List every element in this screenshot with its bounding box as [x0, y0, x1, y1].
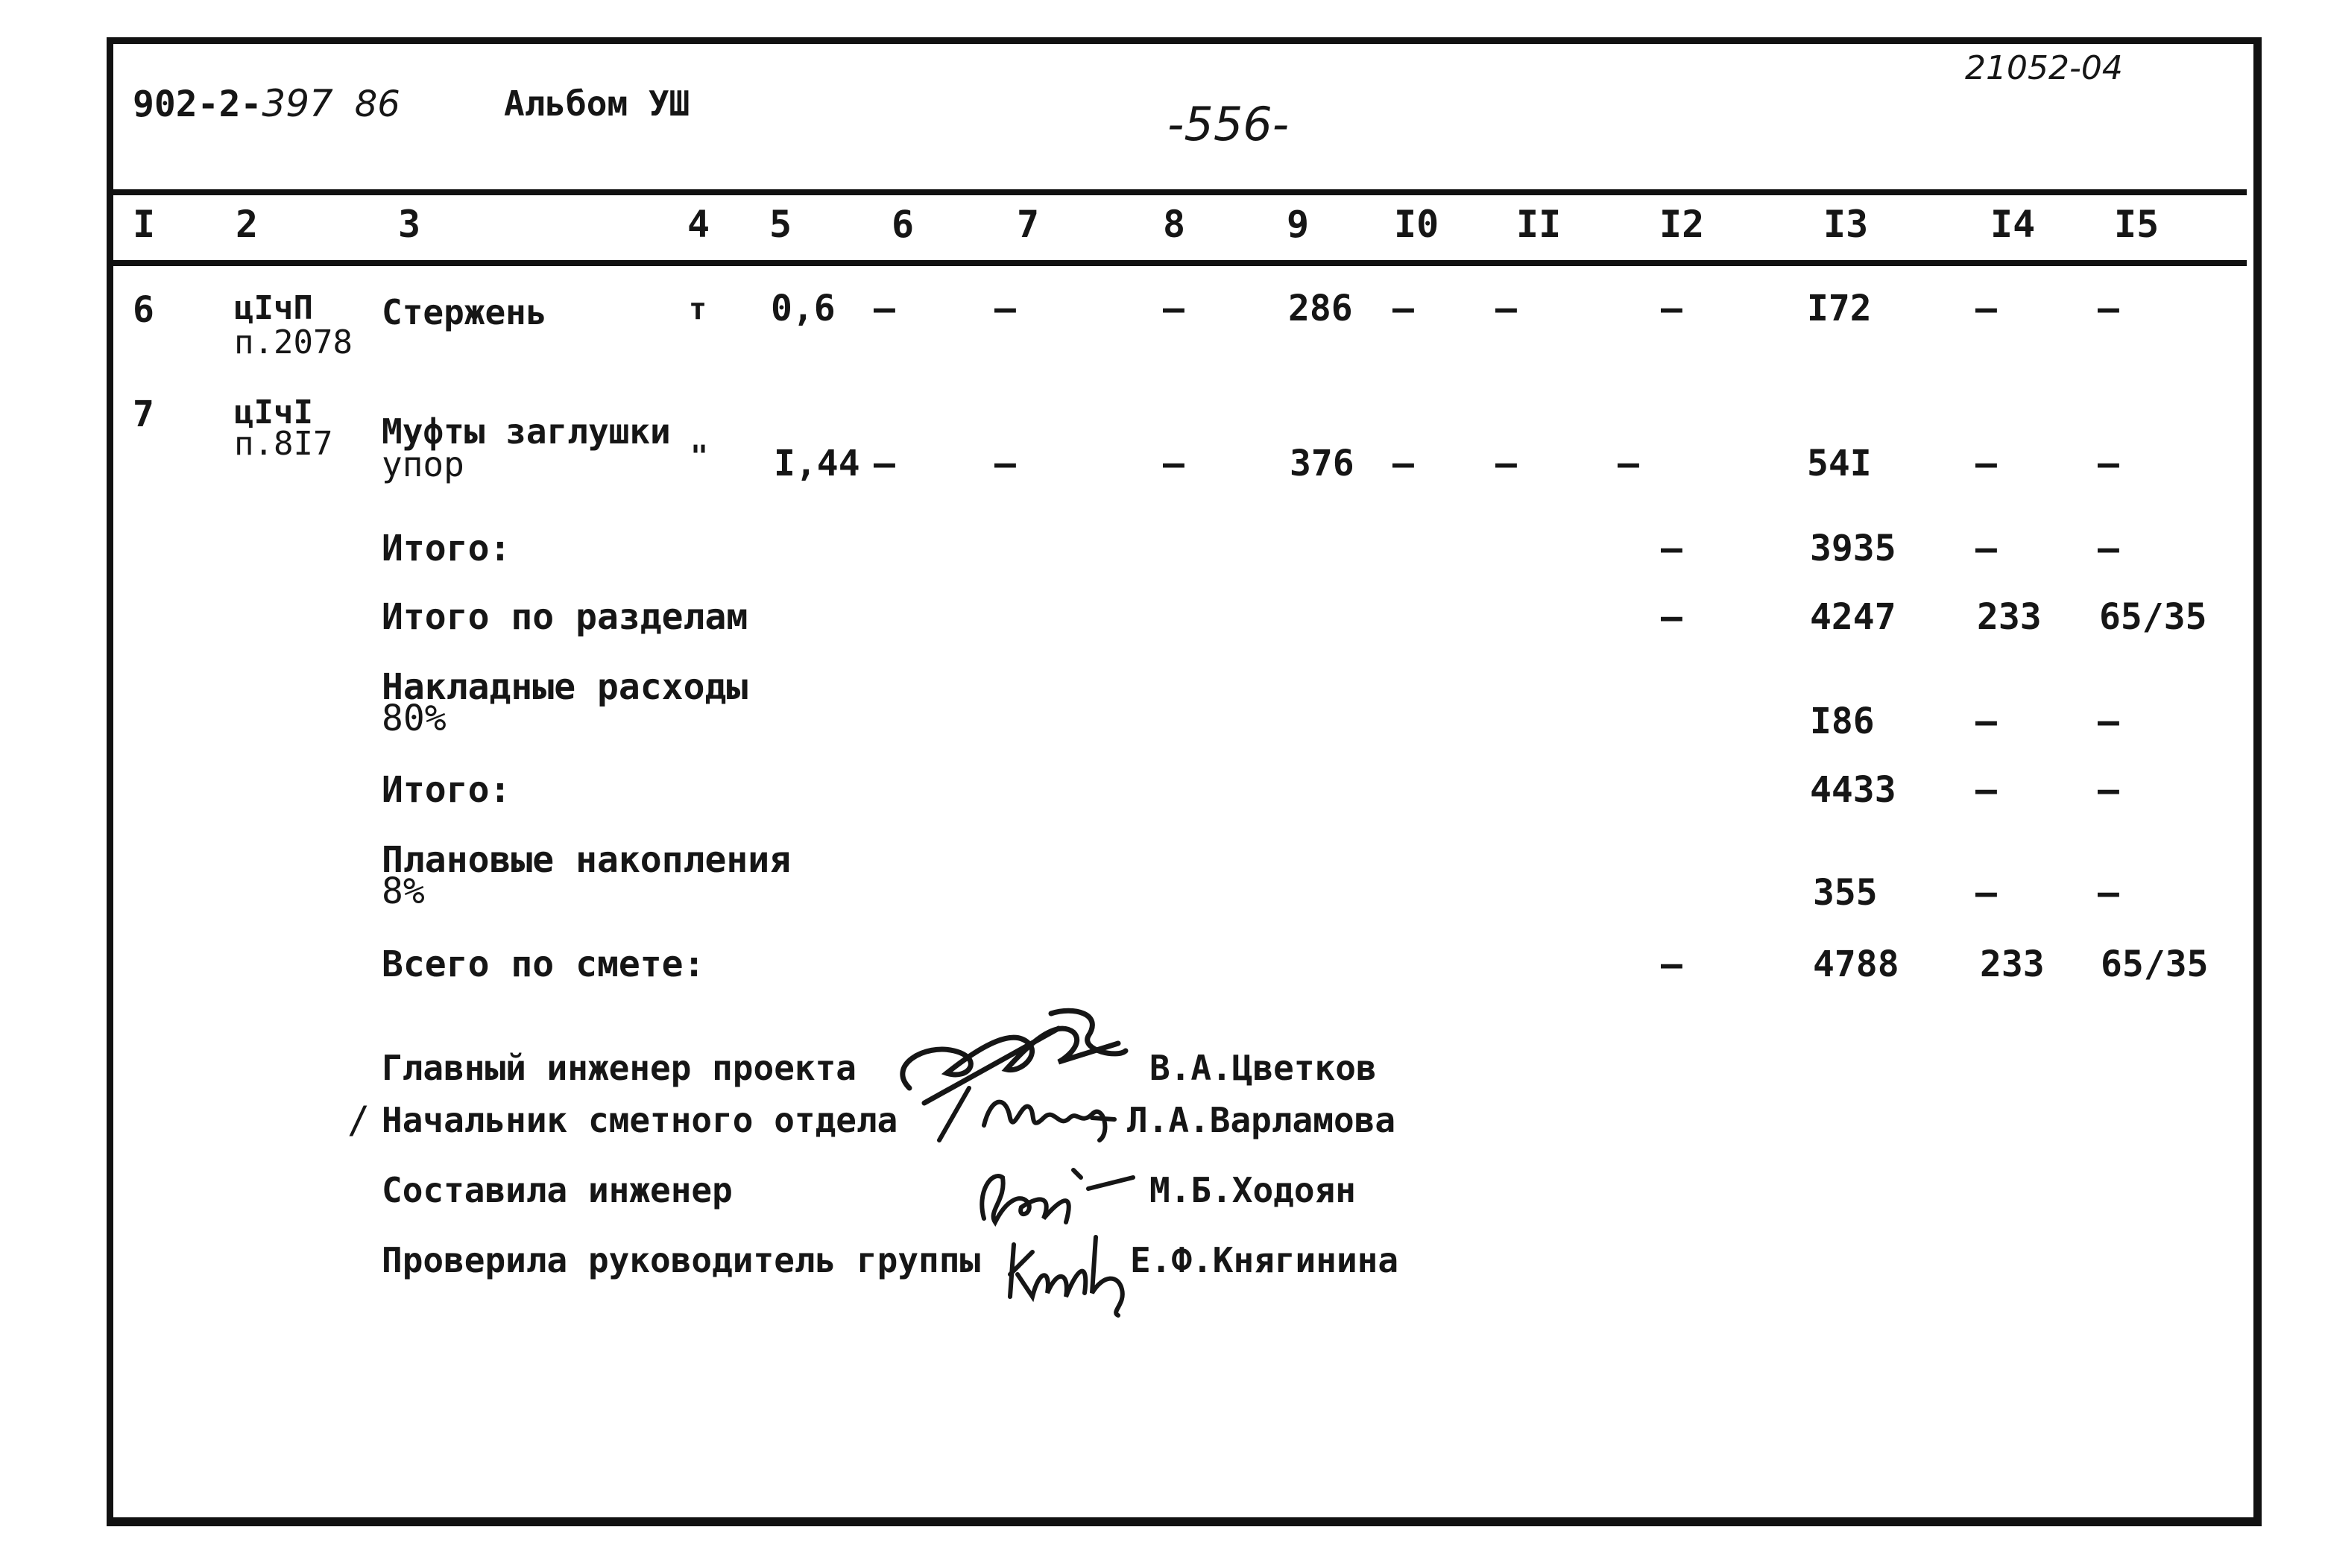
row-number: 6	[133, 289, 154, 331]
signatory-role: Проверила руководитель группы	[382, 1240, 981, 1280]
album-title: Альбом УШ	[504, 83, 690, 124]
value-col8: –	[1163, 443, 1184, 484]
signatory-role: Главный инженер проекта	[382, 1048, 857, 1088]
column-header: 7	[1017, 203, 1040, 246]
margin-mark: /	[347, 1098, 370, 1142]
summary-label: Итого:	[382, 769, 511, 811]
value-col14: –	[1975, 872, 1997, 914]
quantity: 0,6	[771, 288, 836, 329]
norm-code: цIчП	[234, 289, 313, 327]
item-name-line2: упор	[382, 444, 464, 484]
value-col14: 233	[1977, 596, 2042, 638]
column-header: 4	[687, 203, 710, 246]
value-col15: 65/35	[2099, 596, 2207, 638]
page-number: -556-	[1167, 97, 1290, 151]
column-header: 2	[236, 203, 259, 246]
value-col15: –	[2098, 443, 2119, 484]
value-col10: –	[1392, 443, 1414, 484]
summary-label: Всего по смете:	[382, 943, 705, 985]
signatory-name: Л.А.Варламова	[1127, 1100, 1396, 1140]
value-col14: –	[1975, 701, 1997, 742]
value-col6: –	[874, 288, 895, 329]
value-col13: 355	[1813, 872, 1878, 914]
value-col12: –	[1661, 596, 1682, 638]
value-col7: –	[994, 443, 1016, 484]
signatory-name: В.А.Цветков	[1149, 1048, 1377, 1088]
value-col9: 286	[1288, 288, 1353, 329]
column-header: 3	[398, 203, 421, 246]
norm-code: цIчI	[234, 393, 313, 431]
value-col14: –	[1975, 528, 1997, 569]
value-col15: 65/35	[2101, 943, 2209, 985]
value-col6: –	[874, 443, 895, 484]
signatory-name: Е.Ф.Княгинина	[1130, 1240, 1399, 1280]
row-number: 7	[133, 393, 154, 435]
value-col12: –	[1661, 528, 1682, 569]
value-col14: –	[1975, 443, 1997, 484]
signatory-role: Начальник сметного отдела	[382, 1100, 898, 1140]
doc-code: 902-2-397 86	[133, 82, 400, 125]
value-col13: 4788	[1813, 943, 1899, 985]
column-header: I4	[1990, 203, 2036, 246]
value-col11: –	[1495, 288, 1517, 329]
norm-item: п.8I7	[234, 425, 333, 463]
column-header: I2	[1659, 203, 1705, 246]
quantity: I,44	[774, 443, 860, 484]
value-col9: 376	[1290, 443, 1354, 484]
value-col12: –	[1618, 443, 1639, 484]
value-col11: –	[1495, 443, 1517, 484]
column-header: I	[133, 203, 156, 246]
column-header: I5	[2114, 203, 2160, 246]
unit: т	[689, 292, 707, 326]
value-col15: –	[2098, 769, 2119, 811]
item-name: Муфты заглушки	[382, 411, 671, 452]
column-header: 6	[892, 203, 915, 246]
header-divider-bottom	[113, 260, 2247, 266]
doc-code-year: 86	[354, 83, 400, 125]
signature-scribble	[999, 1222, 1148, 1319]
value-col13: 4247	[1810, 596, 1896, 638]
summary-label: Итого:	[382, 528, 511, 569]
summary-label: Плановые накопления	[382, 839, 792, 881]
value-col13: I86	[1810, 701, 1875, 742]
signature-scribble	[962, 1148, 1155, 1230]
value-col7: –	[994, 288, 1016, 329]
value-col14: –	[1975, 769, 1997, 811]
signatory-role: Составила инженер	[382, 1170, 733, 1210]
value-col13: I72	[1807, 288, 1872, 329]
value-col15: –	[2098, 701, 2119, 742]
value-col12: –	[1661, 943, 1682, 985]
signature-scribble	[924, 1073, 1148, 1155]
value-col14: –	[1975, 288, 1997, 329]
summary-label: Накладные расходы	[382, 666, 748, 708]
column-header: 5	[769, 203, 792, 246]
value-col15: –	[2098, 288, 2119, 329]
value-col13: 4433	[1810, 769, 1896, 811]
column-header: I3	[1823, 203, 1869, 246]
value-col8: –	[1163, 288, 1184, 329]
value-col13: 54I	[1807, 443, 1872, 484]
value-col14: 233	[1980, 943, 2045, 985]
unit: "	[690, 440, 709, 474]
doc-code-handwritten: 397	[262, 82, 333, 125]
signatory-name: М.Б.Ходоян	[1149, 1170, 1356, 1210]
value-col13: 3935	[1810, 528, 1896, 569]
summary-label: Итого по разделам	[382, 596, 748, 638]
item-name: Стержень	[382, 292, 547, 332]
column-header: 9	[1287, 203, 1310, 246]
value-col10: –	[1392, 288, 1414, 329]
header-divider-top	[113, 189, 2247, 195]
summary-label-line2: 80%	[382, 698, 447, 739]
column-header: I0	[1394, 203, 1439, 246]
column-header: 8	[1163, 203, 1186, 246]
value-col15: –	[2098, 872, 2119, 914]
norm-item: п.2078	[234, 323, 353, 361]
value-col15: –	[2098, 528, 2119, 569]
summary-label-line2: 8%	[382, 870, 425, 912]
archive-number: 21052-04	[1965, 49, 2123, 87]
value-col12: –	[1661, 288, 1682, 329]
column-header: II	[1516, 203, 1562, 246]
